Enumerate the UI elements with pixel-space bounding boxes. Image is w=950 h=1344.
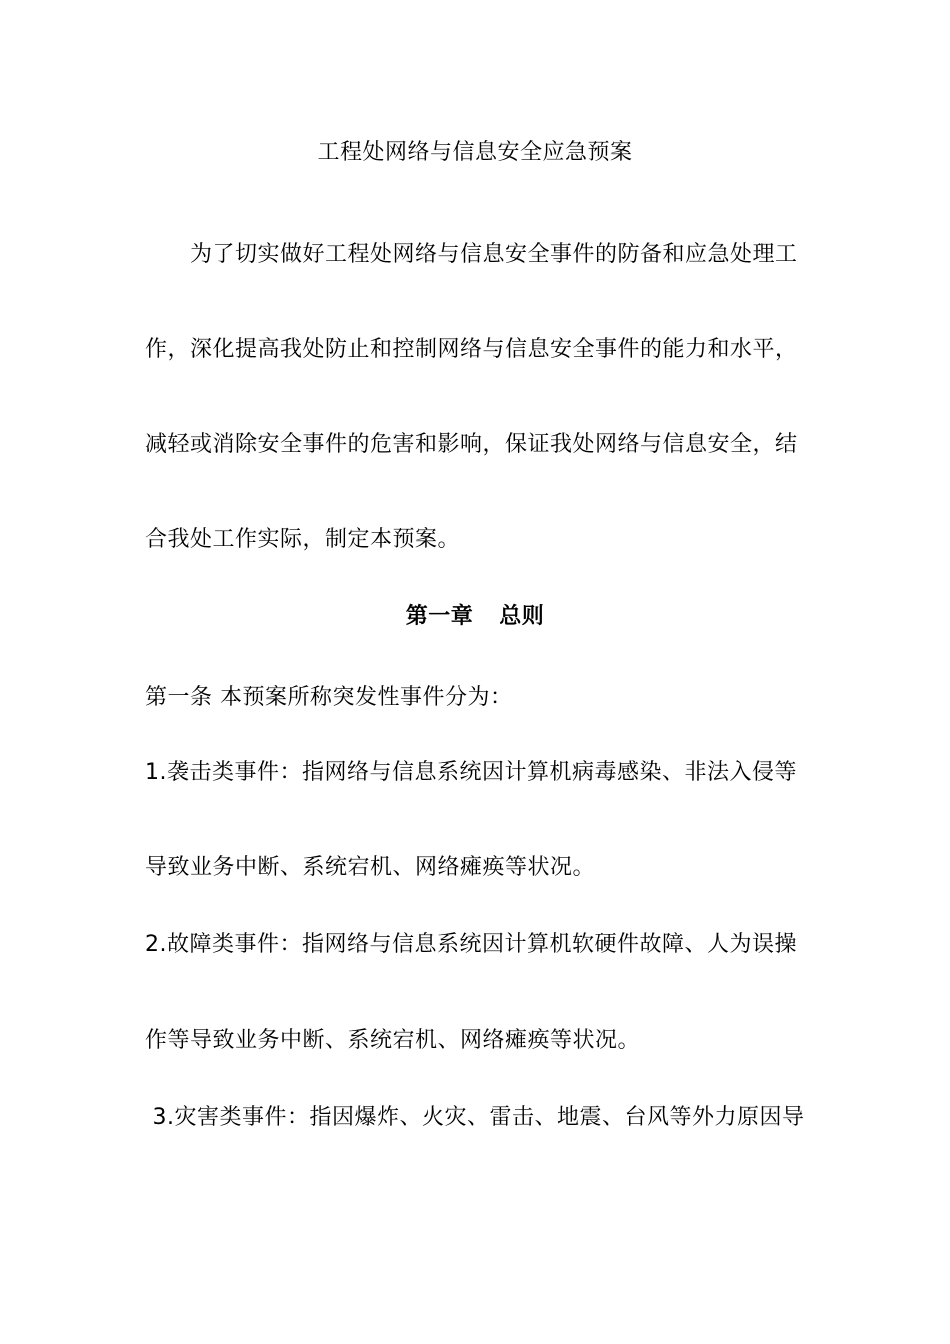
item-3-line-1: 3.灾害类事件：指因爆炸、火灾、雷击、地震、台风等外力原因导 xyxy=(145,1105,805,1130)
intro-line-4: 合我处工作实际，制定本预案。 xyxy=(145,527,461,552)
item-2-line-2: 作等导致业务中断、系统宕机、网络瘫痪等状况。 xyxy=(145,1028,641,1053)
document-title: 工程处网络与信息安全应急预案 xyxy=(317,140,633,165)
article-1: 第一条 本预案所称突发性事件分为： xyxy=(145,685,513,710)
intro-line-1: 为了切实做好工程处网络与信息安全事件的防备和应急处理工 xyxy=(190,242,798,267)
item-1-line-2: 导致业务中断、系统宕机、网络瘫痪等状况。 xyxy=(145,855,596,880)
intro-line-3: 减轻或消除安全事件的危害和影响，保证我处网络与信息安全，结 xyxy=(145,432,798,457)
item-2-line-1: 2.故障类事件：指网络与信息系统因计算机软硬件故障、人为误操 xyxy=(145,932,797,957)
chapter-number: 第一章 xyxy=(405,604,474,629)
item-1-line-1: 1.袭击类事件：指网络与信息系统因计算机病毒感染、非法入侵等 xyxy=(145,760,797,785)
intro-line-2: 作，深化提高我处防止和控制网络与信息安全事件的能力和水平， xyxy=(145,337,798,362)
chapter-name: 总则 xyxy=(499,604,545,629)
chapter-heading xyxy=(0,602,950,632)
